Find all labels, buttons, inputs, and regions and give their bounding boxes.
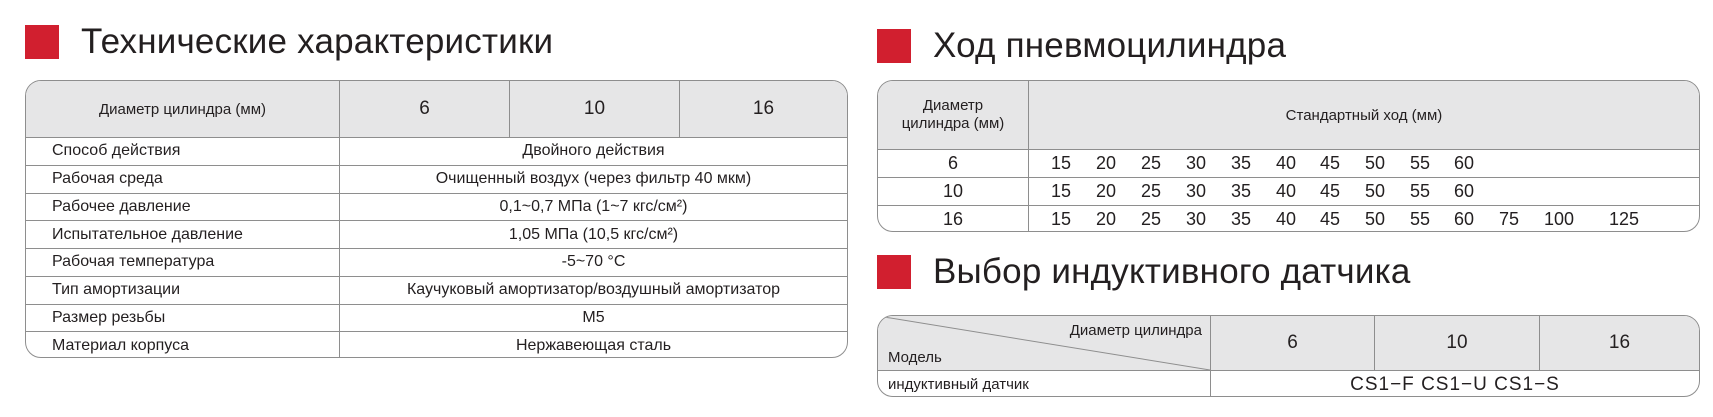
stroke-value: 20 — [1095, 209, 1117, 229]
sensor-table — [877, 315, 1700, 397]
spec-row — [26, 331, 847, 358]
stroke-value: 30 — [1185, 209, 1207, 229]
stroke-values — [1028, 150, 1699, 177]
sensor-diameter-6: 6 — [1210, 316, 1374, 370]
spec-label: Размер резьбы — [52, 308, 166, 326]
spec-row — [26, 220, 847, 248]
stroke-row — [878, 177, 1699, 205]
stroke-value: 15 — [1050, 209, 1072, 229]
spec-label: Рабочая температура — [52, 253, 215, 271]
stroke-value: 30 — [1185, 153, 1207, 173]
spec-value: Двойного действия — [339, 138, 847, 165]
sensor-heading — [877, 252, 1411, 292]
stroke-value: 50 — [1364, 153, 1386, 173]
diameter-header-10: 10 — [509, 81, 679, 137]
stroke-row — [878, 205, 1699, 232]
stroke-row-diameter: 16 — [942, 209, 964, 229]
sensor-row — [878, 370, 1699, 397]
spec-row — [26, 165, 847, 193]
stroke-diameter-header-line2: цилиндра (мм) — [901, 115, 1005, 132]
stroke-value: 45 — [1319, 209, 1341, 229]
spec-label: Испытательное давление — [52, 225, 243, 243]
diameter-header-16: 16 — [679, 81, 847, 137]
stroke-value: 35 — [1230, 153, 1252, 173]
stroke-values — [1028, 178, 1699, 205]
stroke-value: 40 — [1275, 153, 1297, 173]
sensor-diameter-10: 10 — [1374, 316, 1539, 370]
stroke-value: 45 — [1319, 181, 1341, 201]
tech-specs-title: Технические характеристики — [81, 22, 554, 61]
stroke-value: 25 — [1140, 209, 1162, 229]
standard-stroke-header: Стандартный ход (мм) — [1028, 81, 1699, 149]
sensor-row-label: индуктивный датчик — [888, 376, 1029, 393]
stroke-header-row — [878, 81, 1699, 149]
sensor-title: Выбор индуктивного датчика — [933, 252, 1411, 291]
spec-row — [26, 137, 847, 165]
stroke-value: 55 — [1409, 181, 1431, 201]
tech-specs-table — [25, 80, 848, 358]
spec-row — [26, 248, 847, 276]
spec-label: Рабочая среда — [52, 170, 163, 188]
stroke-table — [877, 80, 1700, 232]
stroke-title: Ход пневмоцилиндра — [933, 26, 1287, 65]
spec-value: Каучуковый амортизатор/воздушный амортизатор — [339, 277, 847, 304]
stroke-value: 20 — [1095, 153, 1117, 173]
stroke-value: 15 — [1050, 181, 1072, 201]
stroke-diameter-header-line1: Диаметр — [922, 97, 984, 114]
tech-specs-header-row — [26, 81, 847, 137]
red-square-icon — [25, 25, 59, 59]
sensor-header-row — [878, 316, 1699, 370]
stroke-value: 25 — [1140, 181, 1162, 201]
stroke-row — [878, 149, 1699, 177]
stroke-row-diameter: 10 — [942, 181, 964, 201]
stroke-value: 125 — [1608, 209, 1640, 229]
spec-label: Тип амортизации — [52, 281, 180, 299]
stroke-heading — [877, 26, 1286, 66]
red-square-icon — [877, 29, 911, 63]
spec-value: M5 — [339, 305, 847, 332]
spec-row — [26, 304, 847, 332]
stroke-value: 60 — [1453, 209, 1475, 229]
sensor-model-values: CS1−F CS1−U CS1−S — [1210, 371, 1699, 397]
spec-value: 1,05 МПа (10,5 кгс/см²) — [339, 221, 847, 248]
stroke-value: 75 — [1498, 209, 1520, 229]
spec-label: Материал корпуса — [52, 336, 189, 354]
stroke-value: 50 — [1364, 181, 1386, 201]
stroke-value: 60 — [1453, 153, 1475, 173]
stroke-value: 45 — [1319, 153, 1341, 173]
stroke-value: 50 — [1364, 209, 1386, 229]
stroke-values — [1028, 206, 1699, 232]
stroke-value: 35 — [1230, 181, 1252, 201]
spec-label: Способ действия — [52, 142, 181, 160]
sensor-diameter-label: Диаметр цилиндра — [1069, 322, 1202, 339]
stroke-value: 100 — [1543, 209, 1575, 229]
diameter-header-label: Диаметр цилиндра (мм) — [98, 100, 267, 118]
spec-label: Рабочее давление — [52, 197, 191, 215]
spec-value: Нержавеющая сталь — [339, 332, 847, 358]
stroke-value: 40 — [1275, 209, 1297, 229]
stroke-value: 55 — [1409, 153, 1431, 173]
stroke-value: 40 — [1275, 181, 1297, 201]
stroke-value: 30 — [1185, 181, 1207, 201]
stroke-diameter-header — [878, 81, 1028, 149]
sensor-diameter-16: 16 — [1539, 316, 1699, 370]
sensor-diagonal-header — [878, 316, 1210, 370]
spec-value: 0,1~0,7 МПа (1~7 кгс/см²) — [339, 194, 847, 221]
stroke-value: 55 — [1409, 209, 1431, 229]
red-square-icon — [877, 255, 911, 289]
stroke-value: 20 — [1095, 181, 1117, 201]
stroke-value: 35 — [1230, 209, 1252, 229]
diameter-header-6: 6 — [339, 81, 509, 137]
spec-row — [26, 276, 847, 304]
stroke-row-diameter: 6 — [947, 153, 958, 173]
stroke-value: 25 — [1140, 153, 1162, 173]
spec-value: Очищенный воздух (через фильтр 40 мкм) — [339, 166, 847, 193]
spec-value: -5~70 °C — [339, 249, 847, 276]
sensor-model-label: Модель — [888, 349, 942, 366]
stroke-value: 15 — [1050, 153, 1072, 173]
stroke-value: 60 — [1453, 181, 1475, 201]
spec-row — [26, 193, 847, 221]
tech-specs-heading — [25, 22, 553, 62]
